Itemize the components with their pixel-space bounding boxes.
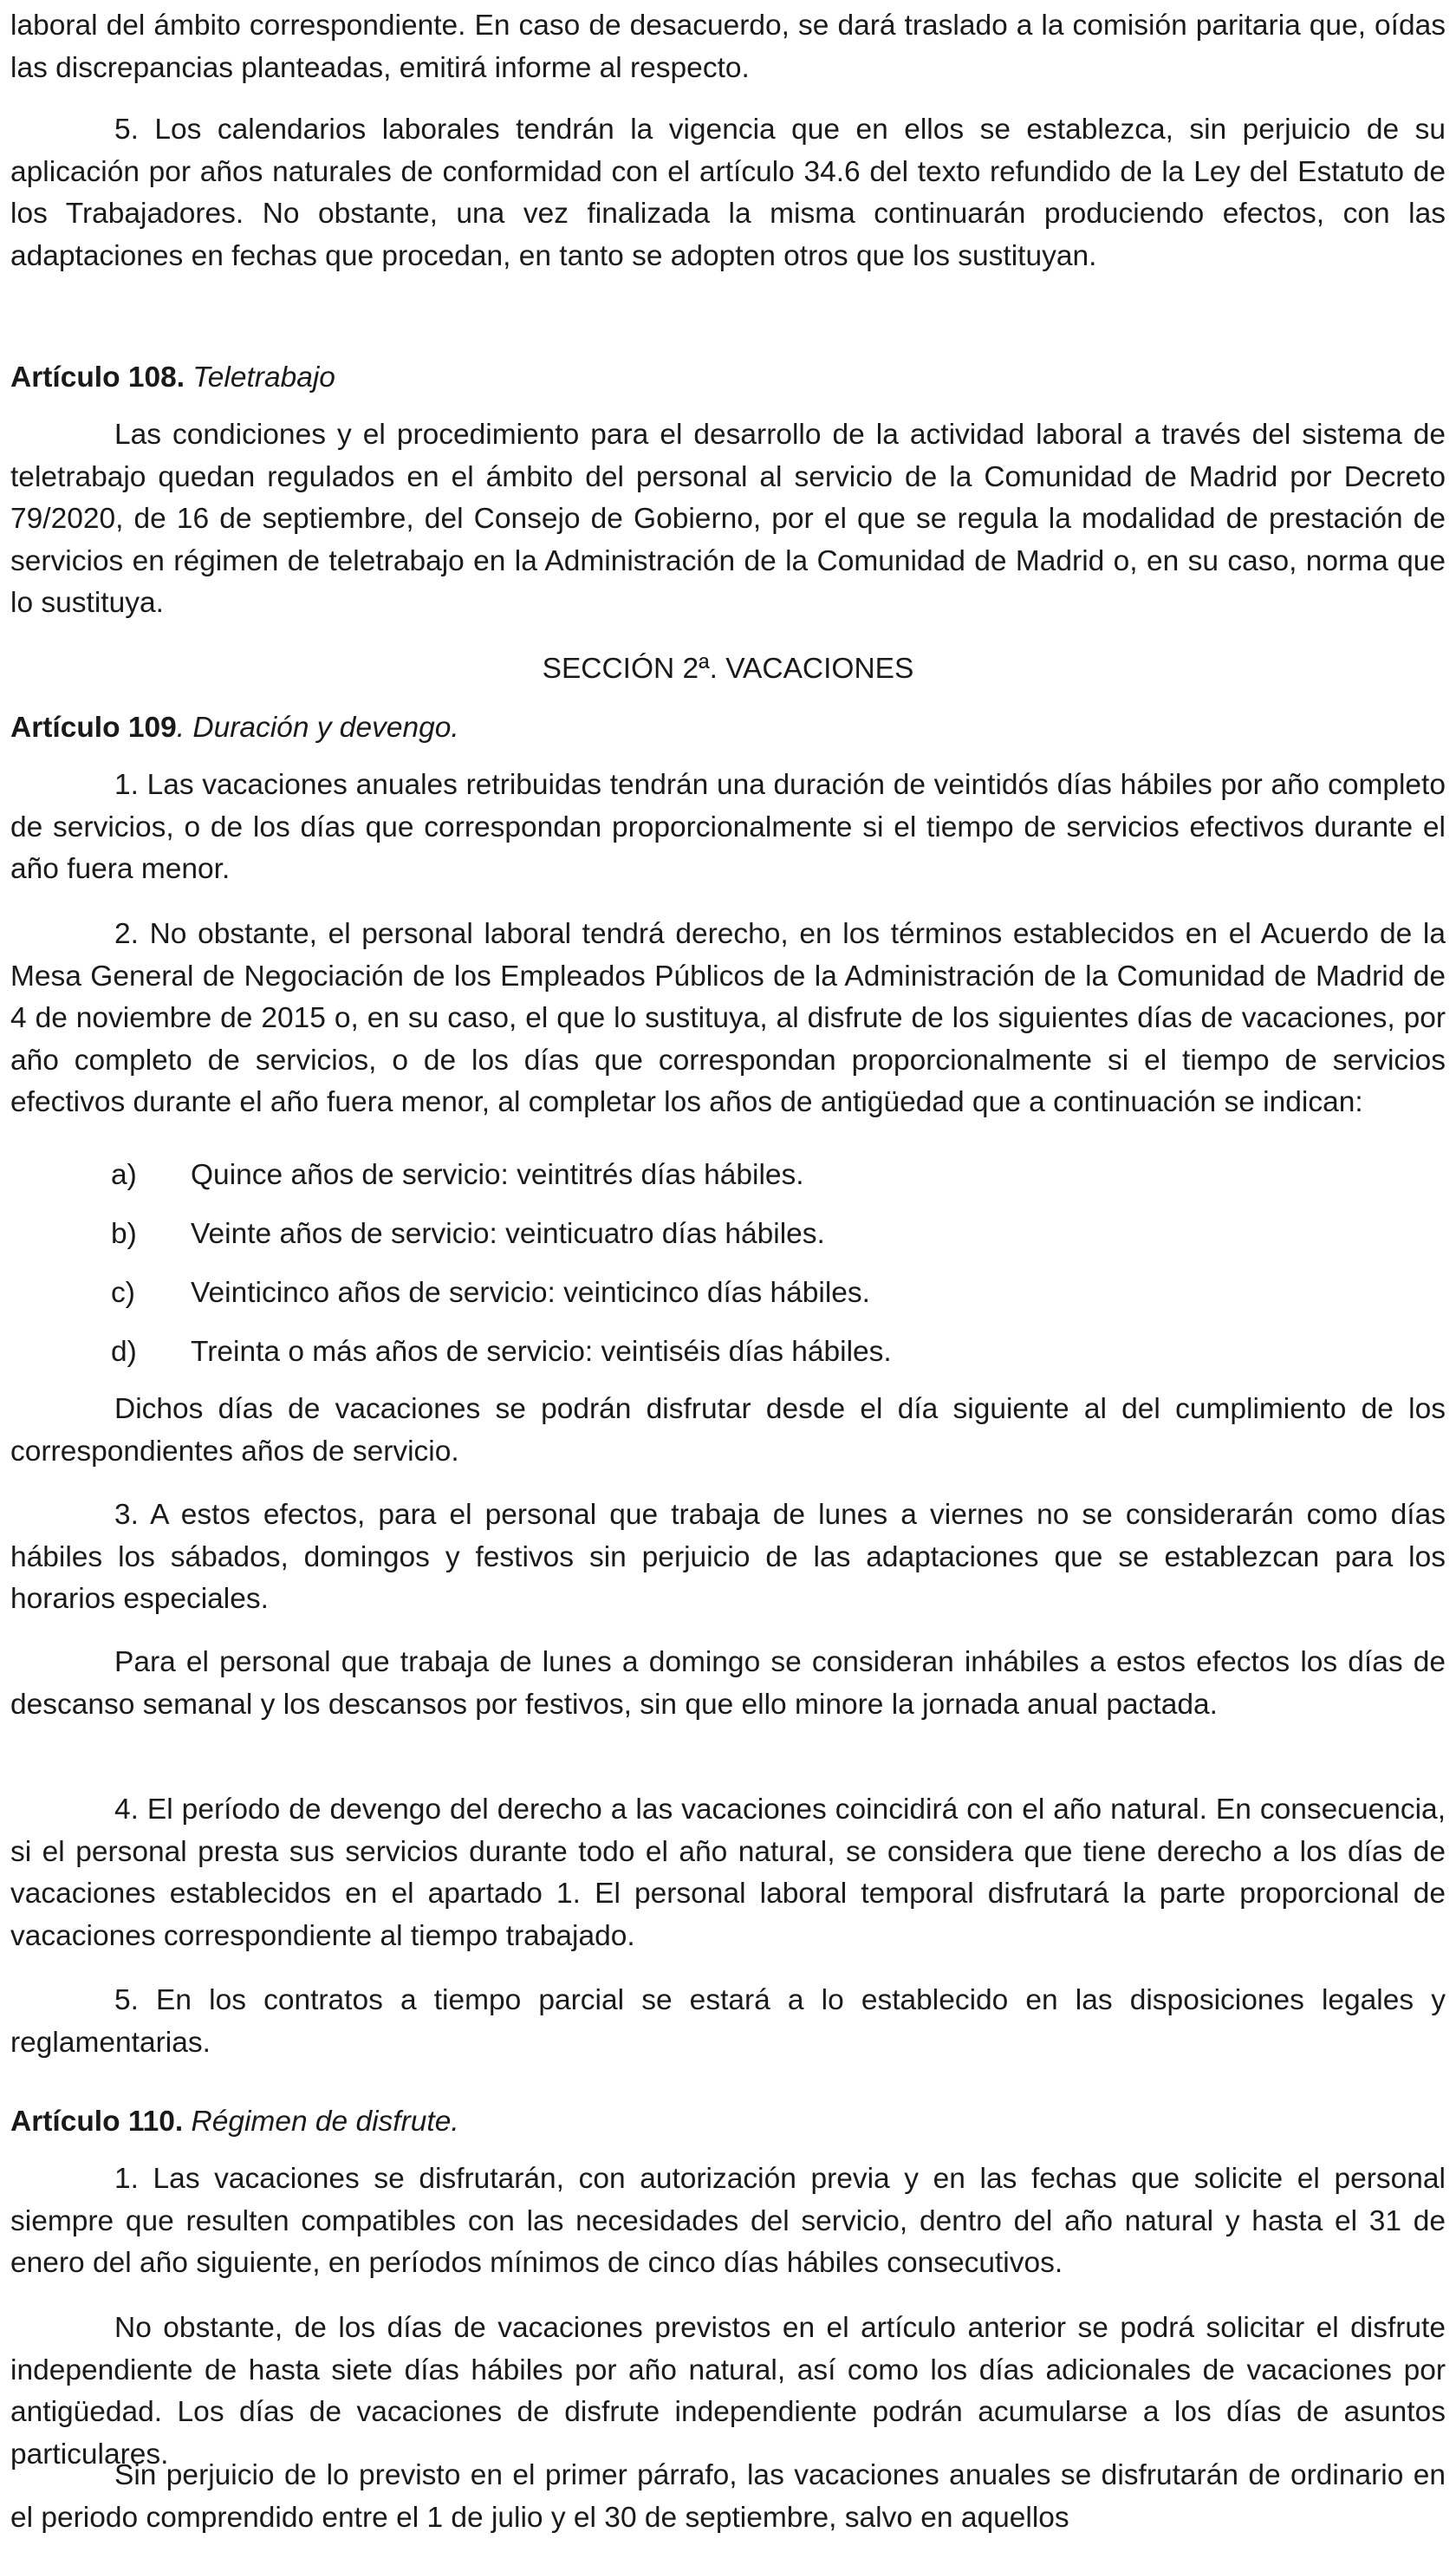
list-text: Veinticinco años de servicio: veinticinco días hábiles. [191, 1277, 870, 1309]
list-marker: b) [111, 1218, 137, 1250]
article-109-title: . Duración y devengo. [176, 712, 459, 744]
paragraph-calendarios: 5. Los calendarios laborales tendrán la vigencia que en ellos se establezca, sin perjuicio de su aplicación por años naturales de conformidad con el artículo 34.6 del texto refundido de la Ley del Estatuto de los Trabajadores. No obstante, una vez finalizada la misma continuarán produciendo efectos, con las adaptaciones en fechas que procedan, en tanto se adopten otros que los sustituyan. [10, 114, 1446, 272]
article-110-number: Artículo 110. [10, 2106, 184, 2138]
article-108-number: Artículo 108. [10, 361, 185, 394]
article-109-number: Artículo 109 [10, 712, 177, 744]
list-item [111, 1214, 825, 1255]
list-item [111, 1331, 892, 1373]
paragraph-109-3: 3. A estos efectos, para el personal que trabaja de lunes a viernes no se considerarán como días hábiles los sábados, domingos y festivos sin perjuicio de las adaptaciones que se establezcan para los horarios especiales. [10, 1499, 1446, 1616]
paragraph-sin-perjuicio: Sin perjuicio de lo previsto en el primer párrafo, las vacaciones anuales se disfrutarán de ordinario en el periodo comprendido entre el 1 de julio y el 30 de septiembre, salvo en aquellos [10, 2459, 1446, 2534]
list-text: Quince años de servicio: veintitrés días hábiles. [191, 1159, 804, 1191]
paragraph-lunes-domingo: Para el personal que trabaja de lunes a domingo se consideran inhábiles a estos efectos los días de descanso semanal y los descansos por festivos, sin que ello minore la jornada anual pactada. [10, 1646, 1446, 1721]
paragraph-teletrabajo: Las condiciones y el procedimiento para el desarrollo de la actividad laboral a través del sistema de teletrabajo quedan regulados en el ámbito del personal al servicio de la Comunidad de Madrid por Decreto 79/2020, de 16 de septiembre, del Consejo de Gobierno, por el que se regula la modalidad de prestación de servicios en régimen de teletrabajo en la Administración de la Comunidad de Madrid o, en su caso, norma que lo sustituya. [10, 419, 1446, 620]
paragraph-dichos-dias: Dichos días de vacaciones se podrán disfrutar desde el día siguiente al del cumplimiento de los correspondientes años de servicio. [10, 1393, 1446, 1468]
paragraph-110-1: 1. Las vacaciones se disfrutarán, con autorización previa y en las fechas que solicite el personal siempre que resulten compatibles con las necesidades del servicio, dentro del año natural y hasta el 31 de enero del año siguiente, en períodos mínimos de cinco días hábiles consecutivos. [10, 2163, 1446, 2280]
list-marker: a) [111, 1159, 137, 1191]
paragraph-109-1: 1. Las vacaciones anuales retribuidas tendrán una duración de veintidós días hábiles por año completo de servicios, o de los días que correspondan proporcionalmente si el tiempo de servicios efectivos durante el año fuera menor. [10, 769, 1446, 886]
paragraph-109-4: 4. El período de devengo del derecho a las vacaciones coincidirá con el año natural. En consecuencia, si el personal presta sus servicios durante todo el año natural, se considera que tiene derecho a los días de vacaciones establecidos en el apartado 1. El personal laboral temporal disfrutará la parte proporcional de vacaciones correspondiente al tiempo trabajado. [10, 1794, 1446, 1952]
list-item [111, 1155, 804, 1196]
paragraph-109-2: 2. No obstante, el personal laboral tendrá derecho, en los términos establecidos en el Acuerdo de la Mesa General de Negociación de los Empleados Públicos de la Administración de la Comunidad de Madrid de 4 de noviembre de 2015 o, en su caso, el que lo sustituya, al disfrute de los siguientes días de vacaciones, por año completo de servicios, o de los días que correspondan proporcionalmente si el tiempo de servicios efectivos durante el año fuera menor, al completar los años de antigüedad que a continuación se indican: [10, 918, 1446, 1119]
list-item [111, 1273, 870, 1314]
list-text: Treinta o más años de servicio: veintiséis días hábiles. [191, 1336, 892, 1368]
article-108-title: Teletrabajo [192, 361, 335, 394]
list-marker: d) [111, 1336, 137, 1368]
section-heading: SECCIÓN 2ª. VACACIONES [542, 653, 914, 685]
article-110-title: Régimen de disfrute. [191, 2106, 459, 2138]
paragraph-disfrute-independiente: No obstante, de los días de vacaciones previstos en el artículo anterior se podrá solicitar el disfrute independiente de hasta siete días hábiles por año natural, así como los días adicionales de vacaciones por antigüedad. Los días de vacaciones de disfrute independiente podrán acumularse a los días de asuntos particulares. [10, 2312, 1446, 2471]
article-110-heading [10, 2101, 1446, 2143]
article-108-heading [10, 357, 1446, 399]
list-text: Veinte años de servicio: veinticuatro días hábiles. [191, 1218, 825, 1250]
paragraph-continuation: laboral del ámbito correspondiente. En caso de desacuerdo, se dará traslado a la comisión paritaria que, oídas las discrepancias planteadas, emitirá informe al respecto. [10, 10, 1446, 84]
article-109-heading [10, 707, 1446, 749]
list-marker: c) [111, 1277, 135, 1309]
paragraph-109-5: 5. En los contratos a tiempo parcial se estará a lo establecido en las disposiciones legales y reglamentarias. [10, 1984, 1446, 2059]
